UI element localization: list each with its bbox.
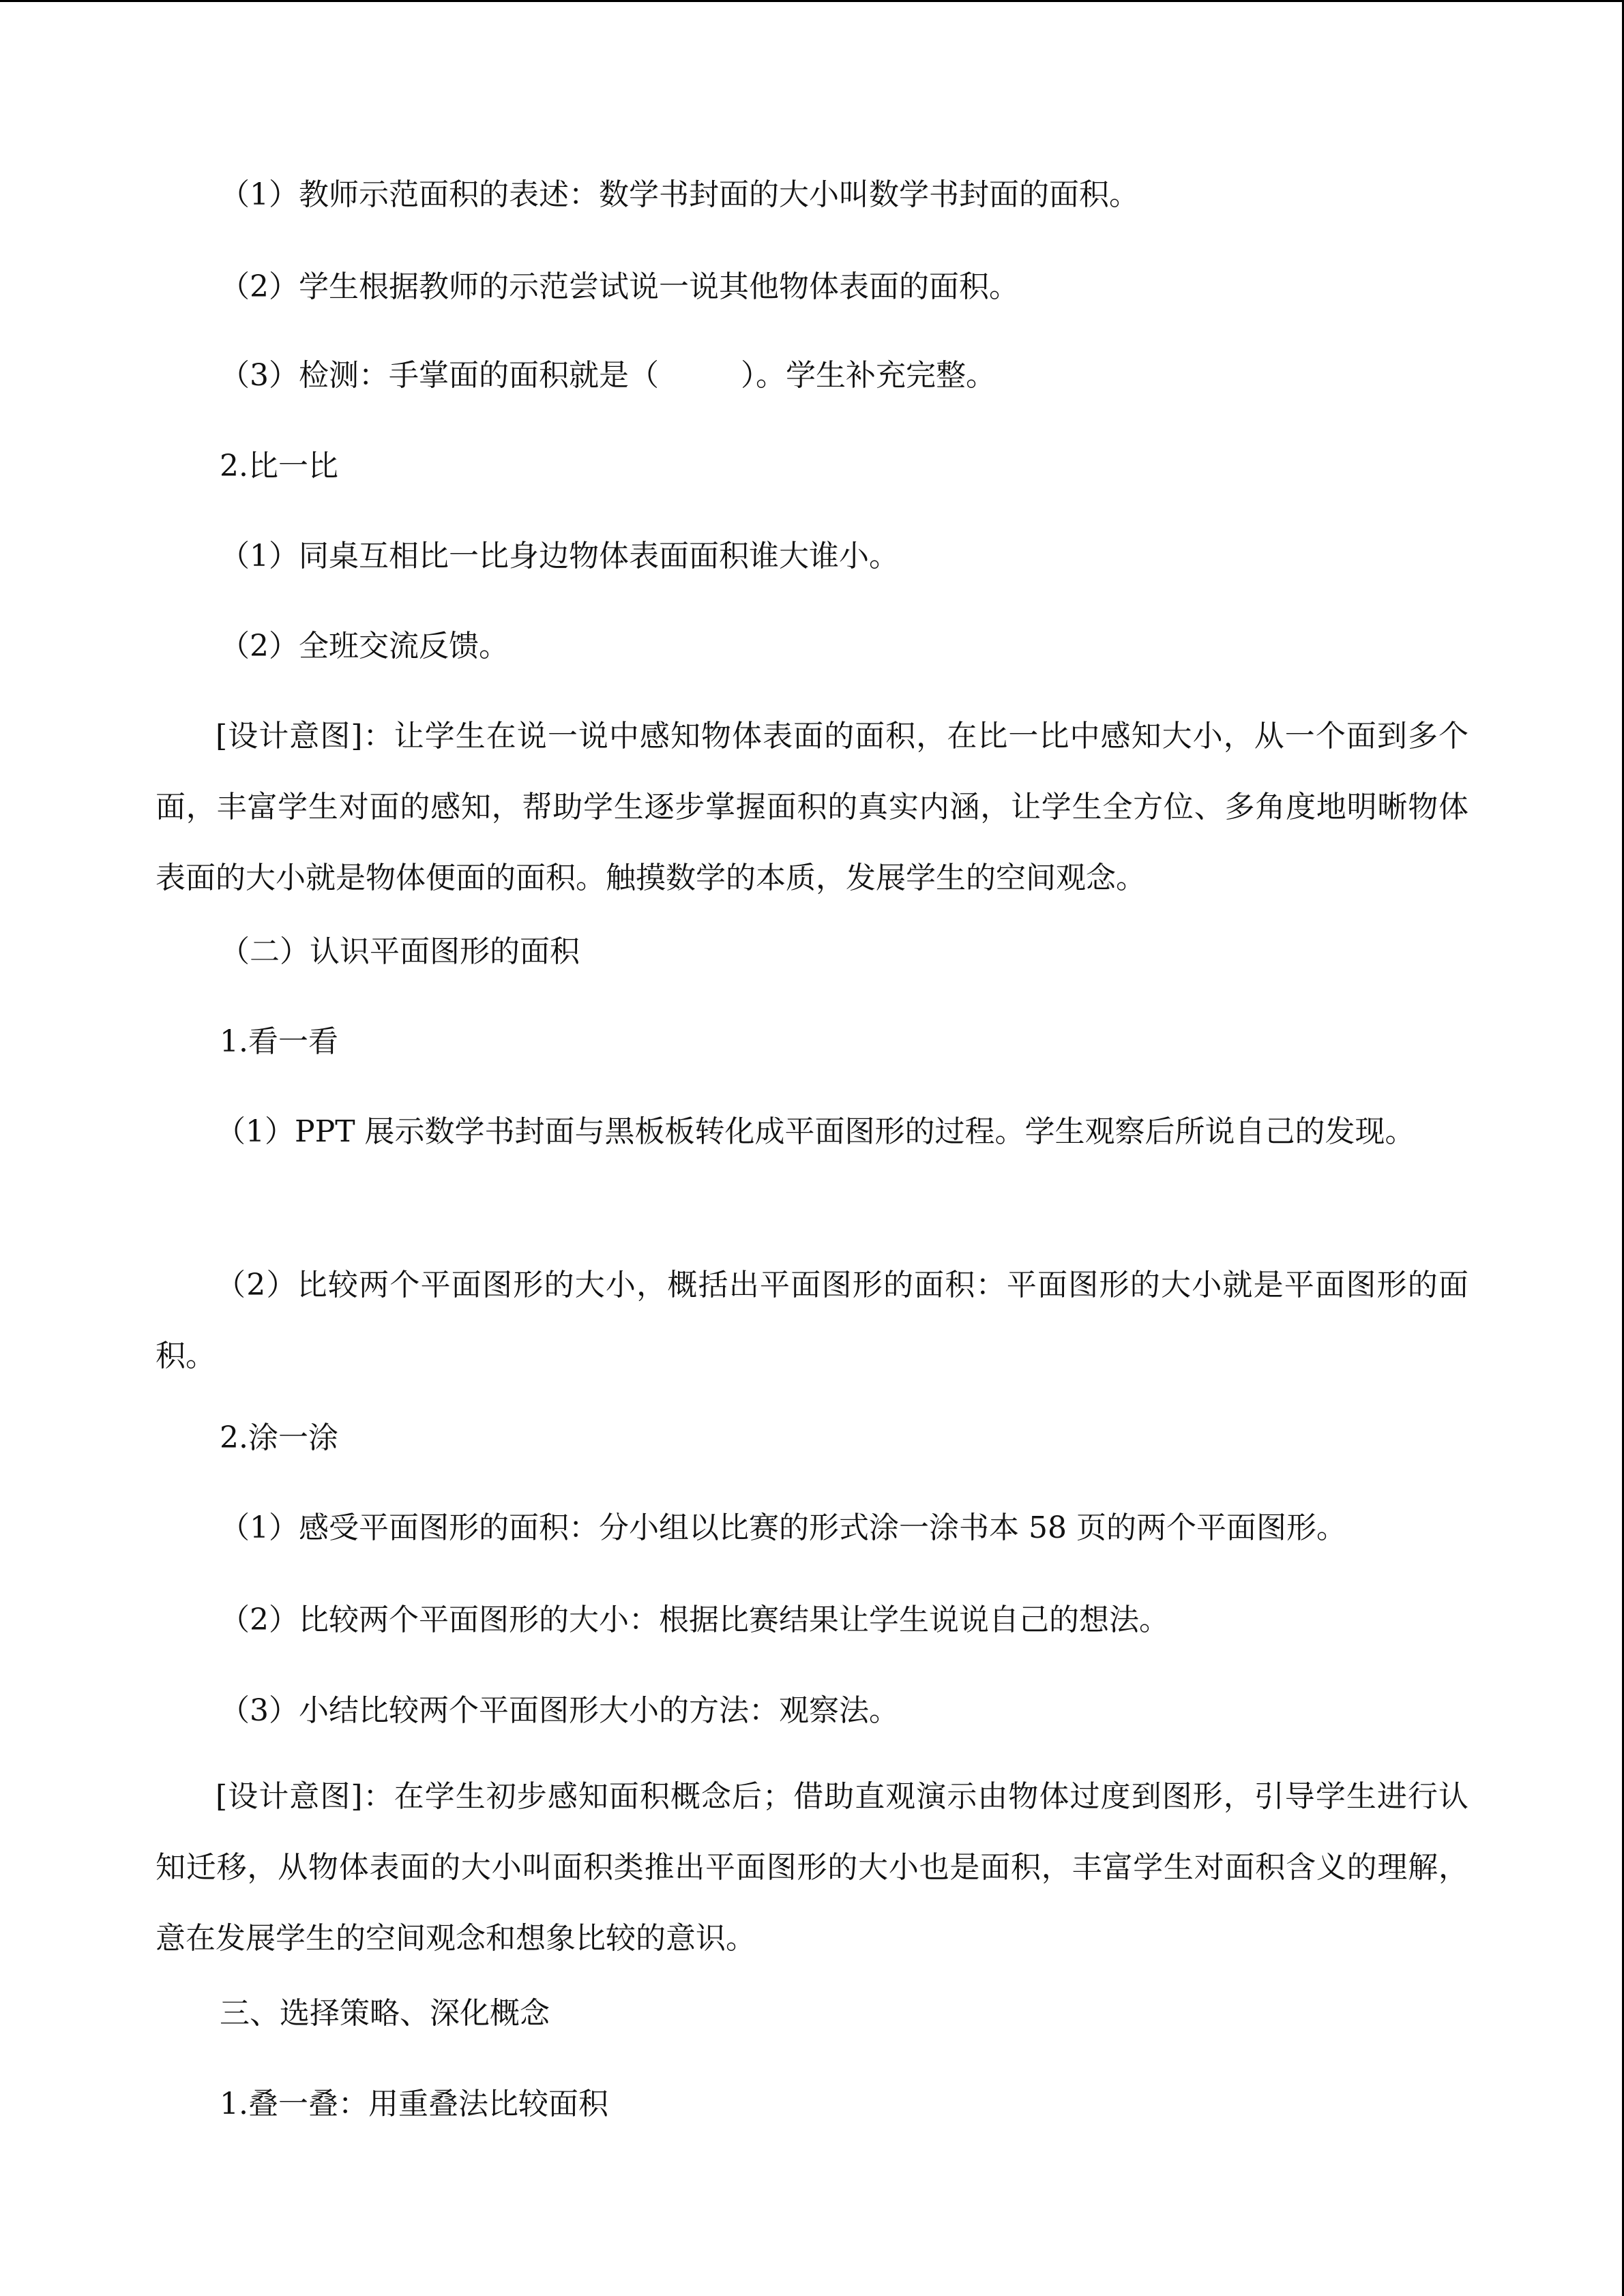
design-intent-1: [设计意图]：让学生在说一说中感知物体表面的面积，在比一比中感知大小，从一个面到多个面，丰富学生对面的感知，帮助学生逐步掌握面积的真实内涵，让学生全方位、多角度地明晰物体表面的大小就是物体便面的面积。触摸数学的本质，发展学生的空间观念。 bbox=[156, 719, 1468, 895]
step-2-1: （1）同桌互相比一比身边物体表面面积谁大谁小。 bbox=[220, 539, 899, 573]
step-3-1: （1）PPT 展示数学书封面与黑板板转化成平面图形的过程。学生观察后所说自己的发现。 bbox=[216, 1114, 1415, 1149]
section-heading-2: （二）认识平面图形的面积 bbox=[220, 934, 580, 969]
section-heading-3: 三、选择策略、深化概念 bbox=[220, 1996, 550, 2031]
step-4-2: （2）比较两个平面图形的大小：根据比赛结果让学生说说自己的想法。 bbox=[220, 1602, 1169, 1637]
subheading-compare: 2.比一比 bbox=[220, 449, 338, 483]
design-intent-2: [设计意图]：在学生初步感知面积概念后；借助直观演示由物体过度到图形，引导学生进行认知迁移，从物体表面的大小叫面积类推出平面图形的大小也是面积，丰富学生对面积含义的理解，意在发展学生的空间观念和想象比较的意识。 bbox=[156, 1779, 1468, 1956]
step-1-1: （1）教师示范面积的表述：数学书封面的大小叫数学书封面的面积。 bbox=[220, 177, 1139, 212]
subheading-paint: 2.涂一涂 bbox=[220, 1420, 338, 1455]
step-1-3 bbox=[220, 357, 996, 395]
step-3-2: （2）比较两个平面图形的大小，概括出平面图形的面积：平面图形的大小就是平面图形的面积。 bbox=[156, 1268, 1468, 1373]
step-2-2: （2）全班交流反馈。 bbox=[220, 629, 509, 664]
subheading-look: 1.看一看 bbox=[220, 1024, 338, 1059]
step-1-2: （2）学生根据教师的示范尝试说一说其他物体表面的面积。 bbox=[220, 269, 1019, 304]
step-4-3: （3）小结比较两个平面图形大小的方法：观察法。 bbox=[220, 1693, 899, 1728]
step-5-1: 1.叠一叠：用重叠法比较面积 bbox=[220, 2087, 608, 2121]
step-1-3-suffix: ）。学生补充完整。 bbox=[741, 358, 996, 393]
step-4-1: （1）感受平面图形的面积：分小组以比赛的形式涂一涂书本 58 页的两个平面图形。 bbox=[220, 1510, 1346, 1545]
step-1-3-prefix: （3）检测：手掌面的面积就是（ bbox=[220, 358, 659, 393]
